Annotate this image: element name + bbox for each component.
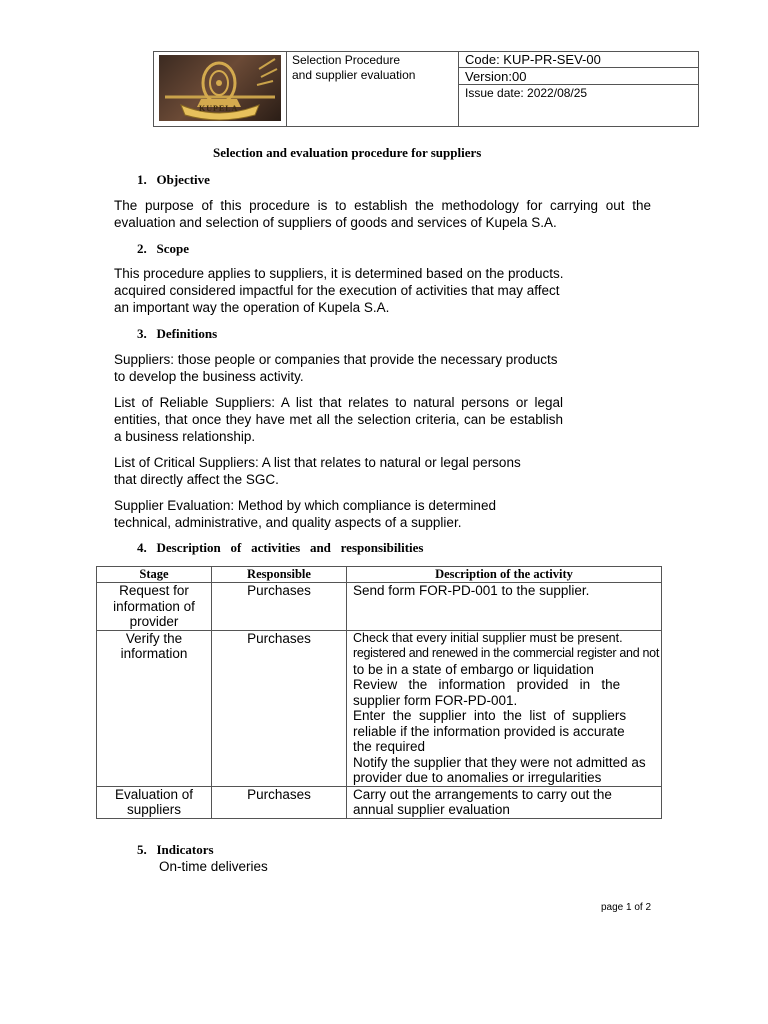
table-row <box>97 583 662 631</box>
indicator-item: On-time deliveries <box>159 859 268 874</box>
section-heading-indicators: 5. Indicators <box>137 842 214 857</box>
column-header-stage: Stage <box>97 567 212 583</box>
section-heading-objective: 1. Objective <box>137 172 210 187</box>
document-code-cell <box>459 52 698 126</box>
responsible-cell: Purchases <box>212 583 347 631</box>
definition-suppliers: Suppliers: those people or companies that provide the necessary products to develop the business activity. <box>114 352 558 384</box>
objective-text: The purpose of this procedure is to establish the methodology for carrying out the evaluation and selection of suppliers of goods and services of Kupela S.A. <box>114 198 651 230</box>
description-line: Notify the supplier that they were not admitted as <box>353 754 646 770</box>
description-line: Send form FOR-PD-001 to the supplier. <box>353 583 590 598</box>
description-line: provider due to anomalies or irregularities <box>353 770 602 785</box>
column-header-responsible: Responsible <box>212 567 347 583</box>
description-line: to be in a state of embargo or liquidation <box>353 661 594 677</box>
scope-text: This procedure applies to suppliers, it is determined based on the products. acquired considered impactful for the execution of activities that may affect an important way the operation of Kupela S.A. <box>114 266 564 315</box>
description-line: the required <box>353 739 426 754</box>
table-row <box>97 630 662 786</box>
description-cell <box>347 630 662 786</box>
description-line: Review the information provided in the <box>353 677 621 692</box>
description-cell <box>347 583 662 631</box>
kupela-logo <box>159 55 281 121</box>
document-code: Code: KUP-PR-SEV-00 <box>459 52 698 68</box>
definition-reliable-suppliers: List of Reliable Suppliers: A list that relates to natural persons or legal entities, that once they have met all the selection criteria, can be establish a business relationship. <box>114 395 563 444</box>
document-header <box>153 51 699 127</box>
description-line: Check that every initial supplier must be present. <box>353 630 623 645</box>
responsible-cell: Purchases <box>212 630 347 786</box>
section-heading-definitions: 3. Definitions <box>137 326 218 341</box>
page-number: page 1 of 2 <box>601 902 652 913</box>
column-header-description: Description of the activity <box>347 567 662 583</box>
description-cell <box>347 786 662 818</box>
description-line: supplier form FOR-PD-001. <box>353 692 518 708</box>
definition-critical-suppliers: List of Critical Suppliers: A list that relates to natural or legal persons that directly affect the SGC. <box>114 455 521 487</box>
document-version: Version:00 <box>459 68 698 85</box>
issue-date: Issue date: 2022/08/25 <box>465 86 588 100</box>
stage-cell: Evaluation of suppliers <box>97 786 212 818</box>
section-heading-activities: 4. Description of activities and responsibilities <box>137 540 424 555</box>
description-line: Carry out the arrangements to carry out the <box>353 786 612 802</box>
description-line: annual supplier evaluation <box>353 802 510 817</box>
description-line: reliable if the information provided is accurate <box>353 723 625 739</box>
description-line: registered and renewed in the commercial register and not <box>353 646 659 660</box>
table-row <box>97 786 662 818</box>
section-heading-scope: 2. Scope <box>137 241 189 256</box>
logo-cell <box>154 52 287 126</box>
description-line: Enter the supplier into the list of suppliers <box>353 708 627 723</box>
stage-cell: Verify the information <box>97 630 212 786</box>
responsible-cell: Purchases <box>212 786 347 818</box>
document-title-cell: Selection Procedure and supplier evaluation <box>286 52 459 126</box>
definition-supplier-evaluation: Supplier Evaluation: Method by which compliance is determined technical, administrative, and quality aspects of a supplier. <box>114 498 496 530</box>
logo-wordmark: KUPELA <box>199 104 239 113</box>
table-header-row <box>97 567 662 583</box>
document-title: Selection and evaluation procedure for suppliers <box>213 145 482 160</box>
stage-cell: Request for information of provider <box>97 583 212 631</box>
activities-table <box>96 566 662 819</box>
